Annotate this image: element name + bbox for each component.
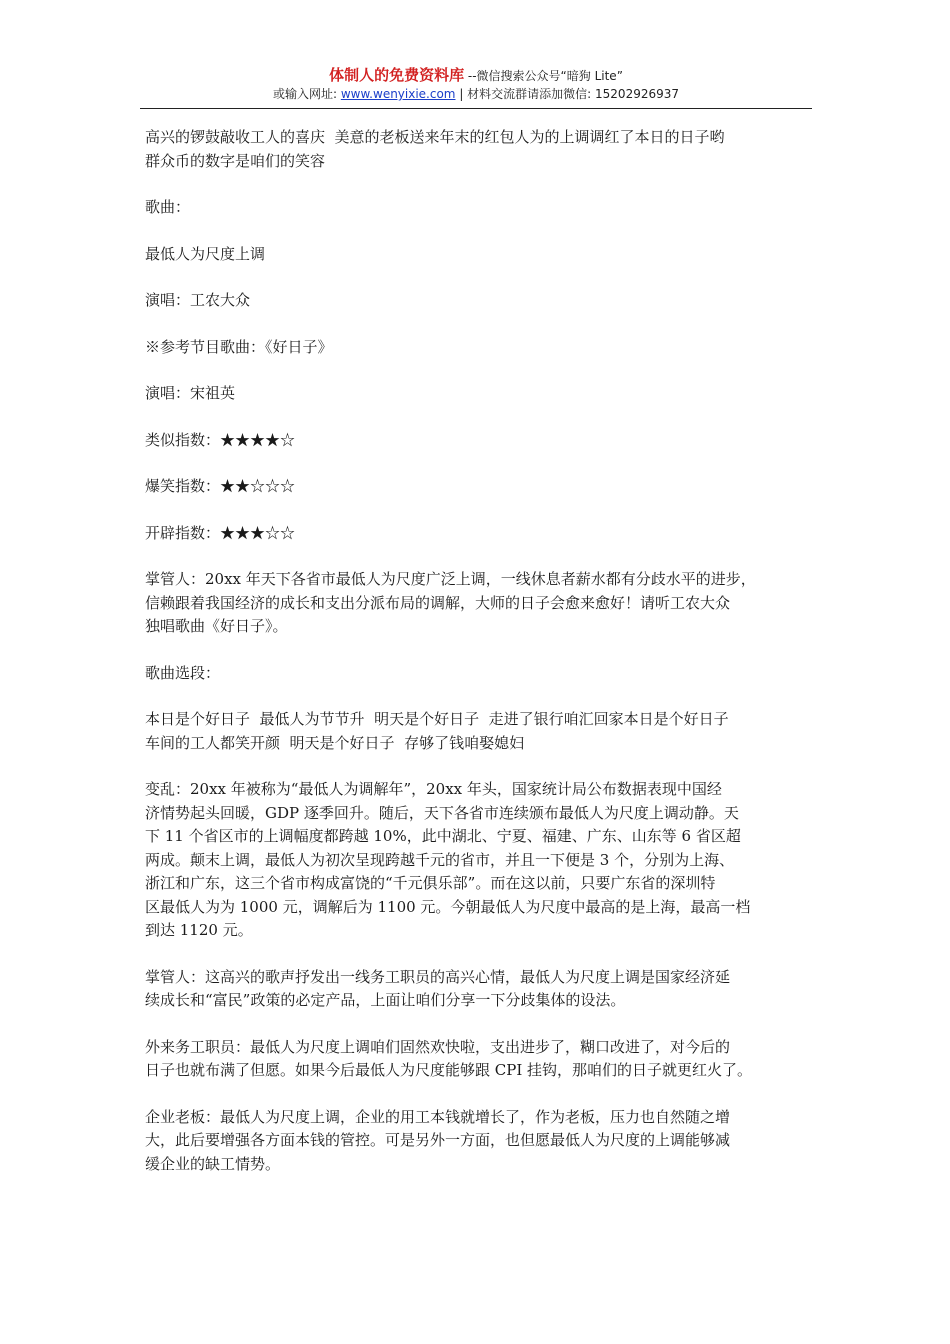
text-line: 车间的工人都笑开颜 明天是个好日子 存够了钱咱娶媳妇 [145,733,525,752]
text-line: 爆笑指数：★★☆☆☆ [145,477,296,495]
paragraph [145,568,810,639]
text-line: 信赖跟着我国经济的成长和支出分派布局的调解，大师的日子会愈来愈好！请听工农大众 [145,593,731,612]
text-line: 演唱：工农大众 [145,291,251,309]
paragraph [145,243,810,267]
text-line: 最低人为尺度上调 [145,244,266,263]
paragraph [145,429,810,453]
text-line: 大，此后要增强各方面本钱的管控。可是另外一方面，也但愿最低人为尺度的上调能够减 [145,1131,731,1149]
text-line: 独唱歌曲《好日子》。 [145,617,288,635]
document-body [145,126,810,1199]
paragraph [145,522,810,546]
text-line: 企业老板：最低人为尺度上调，企业的用工本钱就增长了，作为老板，压力也自然随之增 [145,1107,731,1126]
text-line: ※参考节目歌曲：《好日子》 [145,337,333,356]
paragraph [145,289,810,313]
text-line: 到达 1120 元。 [145,921,253,939]
text-line: 歌曲选段： [145,663,221,682]
header-divider [140,108,812,109]
text-line: 外来务工职员：最低人为尺度上调咱们固然欢快啦，支出进步了，糊口改进了，对今后的 [145,1037,731,1056]
text-line: 歌曲： [145,198,191,216]
text-line: 掌管人：20xx 年天下各省市最低人为尺度广泛上调，一线休息者薪水都有分歧水平的进步， [145,570,756,588]
paragraph [145,1106,810,1177]
text-line: 下 11 个省区市的上调幅度都跨越 10%，此中湖北、宁夏、福建、广东、山东等 6 省区超 [145,827,741,845]
header-title-line [140,66,812,85]
paragraph [145,1036,810,1083]
header-contact-line [140,85,812,103]
text-line: 高兴的锣鼓敲收工人的喜庆 美意的老板送来年末的红包人为的上调调红了本日的日子哟 [145,128,725,146]
text-line: 开辟指数：★★★☆☆ [145,523,296,542]
paragraph [145,475,810,499]
paragraph [145,196,810,220]
text-line: 演唱：宋祖英 [145,384,236,402]
text-line: 掌管人：这高兴的歌声抒发出一线务工职员的高兴心情，最低人为尺度上调是国家经济延 [145,967,731,986]
contact-info: | 材料交流群请添加微信: 15202926937 [455,87,680,101]
text-line: 两成。颠末上调，最低人为初次呈现跨越千元的省市，并且一下便是 3 个，分别为上海、 [145,850,735,869]
website-link[interactable]: www.wenyixie.com [340,87,456,101]
paragraph [145,966,810,1013]
text-line: 济情势起头回暖，GDP 逐季回升。随后，天下各省市连续颁布最低人为尺度上调动静。天 [145,803,739,822]
text-line: 浙江和广东，这三个省市构成富饶的“千元俱乐部”。而在这以前，只要广东省的深圳特 [145,874,716,892]
paragraph [145,126,810,173]
text-line: 变乱：20xx 年被称为“最低人为调解年”，20xx 年头，国家统计局公布数据表现中国经 [145,780,722,798]
url-prefix: 或输入网址: [272,87,341,101]
text-line: 区最低人为为 1000 元，调解后为 1100 元。今朝最低人为尺度中最高的是上海，最高一档 [145,897,751,916]
brand-title: 体制人的免费资料库 [329,66,465,84]
paragraph [145,778,810,943]
paragraph [145,708,810,755]
text-line: 群众币的数字是咱们的笑容 [145,151,326,170]
text-line: 日子也就布满了但愿。如果今后最低人为尺度能够跟 CPI 挂钩，那咱们的日子就更红火了。 [145,1061,753,1079]
paragraph [145,382,810,406]
header-tagline: --微信搜索公众号“暗狗 Lite” [464,69,623,83]
text-line: 类似指数：★★★★☆ [145,430,296,449]
document-header [140,66,812,103]
text-line: 续成长和“富民”政策的必定产品，上面让咱们分享一下分歧集体的设法。 [145,991,626,1009]
paragraph [145,336,810,360]
text-line: 本日是个好日子 最低人为节节升 明天是个好日子 走进了银行咱汇回家本日是个好日子 [145,710,729,728]
text-line: 缓企业的缺工情势。 [145,1154,281,1173]
paragraph [145,662,810,686]
